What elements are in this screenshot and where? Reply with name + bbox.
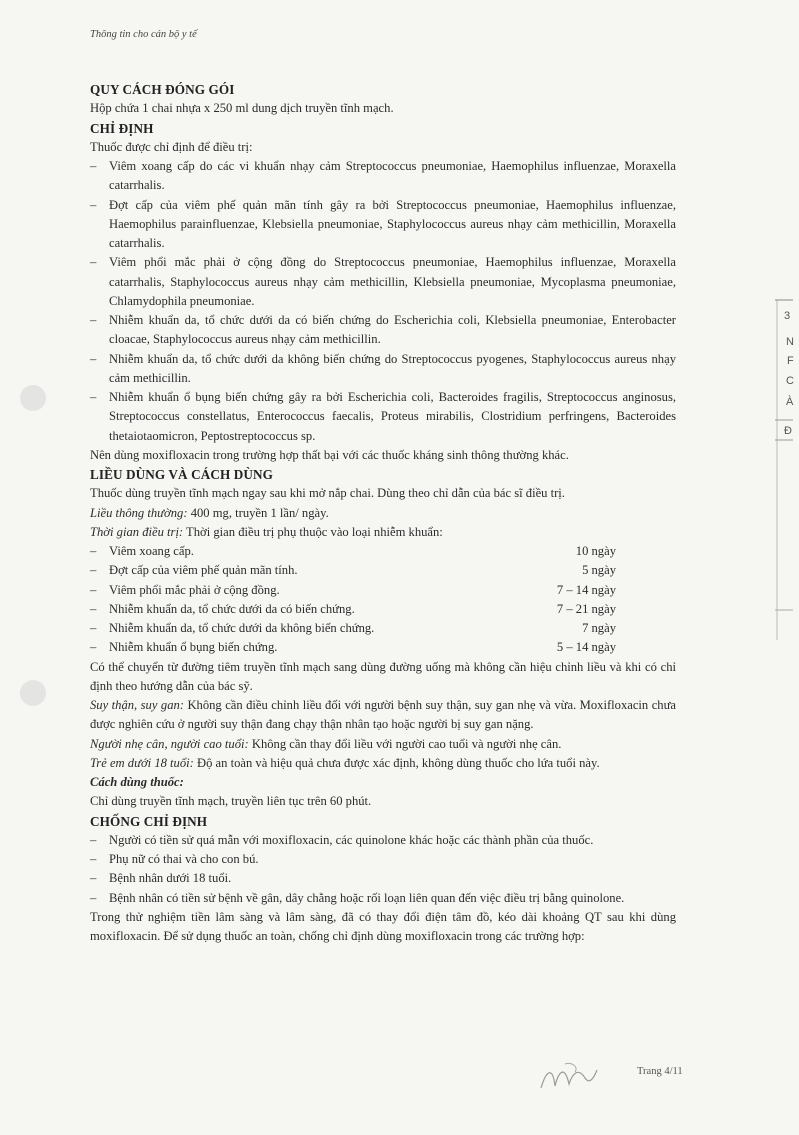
- punch-hole: [20, 680, 46, 706]
- margin-mark: F: [787, 355, 794, 367]
- list-item: – Bệnh nhân dưới 18 tuổi.: [90, 869, 676, 888]
- duration-row: – Viêm phổi mắc phải ở cộng đồng. 7 – 14 ngày: [90, 582, 616, 597]
- indication-item: Đợt cấp của viêm phế quản mãn tính gây ra bởi Streptococcus pneumoniae, Haemophilus influenzae, Haemophilus parainfluenzae, Klebsiella pneumoniae, Staphylococcus aureus nhạy cảm methicillin, Moraxella catarrhalis.: [109, 197, 676, 250]
- dosage-intro: Thuốc dùng truyền tĩnh mạch ngay sau khi mở nắp chai. Dùng theo chỉ dẫn của bác sĩ điều trị.: [90, 486, 565, 501]
- list-item: – Nhiễm khuẩn da, tổ chức dưới da không biến chứng do Streptococcus pyogenes, Staphylococcus aureus nhạy cảm methicillin.: [90, 350, 676, 389]
- document-body: [90, 80, 676, 946]
- renal-line: Suy thận, suy gan: Không cần điều chỉnh liều đối với người bệnh suy thận, suy gan nhẹ và vừa. Moxifloxacin chưa được nghiên cứu ở người suy thận đang chạy thận nhân tạo hoặc người bị suy gan nặng.: [90, 698, 676, 732]
- margin-mark: À: [786, 396, 794, 408]
- edge-marks-graphic: [771, 0, 799, 1130]
- indications-note: Nên dùng moxifloxacin trong trường hợp thất bại với các thuốc kháng sinh thông thường khác.: [90, 447, 569, 462]
- list-item: – Bệnh nhân có tiền sử bệnh về gân, dây chằng hoặc rối loạn liên quan đến việc điều trị bằng quinolone.: [90, 889, 676, 908]
- duration-row: – Nhiễm khuẩn ổ bụng biến chứng. 5 – 14 ngày: [90, 640, 616, 655]
- section-title-contraindications: CHỐNG CHỈ ĐỊNH: [90, 813, 208, 829]
- indication-item: Nhiễm khuẩn da, tổ chức dưới da không biến chứng do Streptococcus pyogenes, Staphylococcus aureus nhạy cảm methicillin.: [109, 351, 676, 385]
- punch-hole: [20, 385, 46, 411]
- duration-row: – Viêm xoang cấp. 10 ngày: [90, 544, 616, 558]
- indication-item: Nhiễm khuẩn da, tổ chức dưới da có biến chứng do Escherichia coli, Klebsiella pneumoniae, Enterobacter cloacae, Staphylococcus aureus nhạy cảm methicillin.: [109, 313, 676, 347]
- list-item: – Nhiễm khuẩn da, tổ chức dưới da có biến chứng do Escherichia coli, Klebsiella pneumoniae, Enterobacter cloacae, Staphylococcus aureus nhạy cảm methicillin.: [90, 311, 676, 350]
- elderly-line: Người nhẹ cân, người cao tuổi: Không cần thay đổi liều với người cao tuổi và người nhẹ cân.: [90, 736, 562, 751]
- list-item: – Phụ nữ có thai và cho con bú.: [90, 850, 676, 869]
- duration-line: Thời gian điều trị: Thời gian điều trị phụ thuộc vào loại nhiễm khuẩn:: [90, 524, 443, 539]
- list-item: – Đợt cấp của viêm phế quản mãn tính gây ra bởi Streptococcus pneumoniae, Haemophilus influenzae, Haemophilus parainfluenzae, Klebsiella pneumoniae, Staphylococcus aureus nhạy cảm methicillin, Moraxella catarrhalis.: [90, 196, 676, 254]
- page-header: Thông tin cho cán bộ y tế: [90, 29, 197, 40]
- duration-row: – Nhiễm khuẩn da, tổ chức dưới da có biến chứng. 7 – 21 ngày: [90, 601, 616, 616]
- section-title-indications: CHỈ ĐỊNH: [90, 120, 154, 136]
- contraindications-note: Trong thử nghiệm tiền lâm sàng và lâm sàng, đã có thay đổi điện tâm đồ, kéo dài khoảng QT sau khi dùng moxifloxacin. Để sử dụng thuốc an toàn, chống chỉ định dùng moxifloxacin trong các trường hợp:: [90, 909, 676, 943]
- list-item: – Viêm phổi mắc phải ở cộng đồng do Streptococcus pneumoniae, Haemophilus influenzae, Moraxella catarrhalis, Staphylococcus aureus nhạy cảm methicillin, Klebsiella pneumoniae, Mycoplasma pneumoniae, Chlamydophila pneumoniae.: [90, 253, 676, 311]
- margin-mark: C: [786, 375, 794, 387]
- usage-text: Chỉ dùng truyền tĩnh mạch, truyền liên tục trên 60 phút.: [90, 794, 372, 809]
- contraindication-item: Người có tiền sử quá mẫn với moxifloxacin, các quinolone khác hoặc các thành phần của thuốc.: [109, 832, 594, 847]
- contraindication-item: Phụ nữ có thai và cho con bú.: [109, 852, 259, 866]
- child-line: Trẻ em dưới 18 tuổi: Độ an toàn và hiệu quả chưa được xác định, không dùng thuốc cho lứa tuổi này.: [90, 755, 600, 770]
- indication-item: Viêm phổi mắc phải ở cộng đồng do Streptococcus pneumoniae, Haemophilus influenzae, Moraxella catarrhalis, Staphylococcus aureus nhạy cảm methicillin, Klebsiella pneumoniae, Mycoplasma pneumoniae, Chlamydophila pneumoniae.: [109, 255, 676, 308]
- indications-intro: Thuốc được chỉ định để điều trị:: [90, 139, 253, 154]
- margin-mark: 3: [784, 310, 791, 322]
- usage-label: Cách dùng thuốc:: [90, 775, 184, 789]
- indication-item: Nhiễm khuẩn ổ bụng biến chứng gây ra bởi Escherichia coli, Bacteroides fragilis, Streptococcus anginosus, Streptococcus constellatus, Enterococcus faecalis, Proteus mirabilis, Clostridium perfringens, Bacteroides thetaiotaomicron, Peptostreptococcus sp.: [109, 390, 676, 443]
- dose-line: Liều thông thường: 400 mg, truyền 1 lần/ ngày.: [90, 505, 329, 520]
- list-item: – Nhiễm khuẩn ổ bụng biến chứng gây ra bởi Escherichia coli, Bacteroides fragilis, Streptococcus anginosus, Streptococcus constellatus, Enterococcus faecalis, Proteus mirabilis, Clostridium perfringens, Bacteroides thetaiotaomicron, Peptostreptococcus sp.: [90, 388, 676, 446]
- page-number: Trang 4/11: [637, 1066, 683, 1077]
- section-title-dosage: LIỀU DÙNG VÀ CÁCH DÙNG: [90, 467, 273, 482]
- contraindication-item: Bệnh nhân có tiền sử bệnh về gân, dây chằng hoặc rối loạn liên quan đến việc điều trị bằng quinolone.: [109, 890, 625, 905]
- handwritten-initials: [535, 1058, 615, 1098]
- contraindication-item: Bệnh nhân dưới 18 tuổi.: [109, 871, 232, 886]
- indication-item: Viêm xoang cấp do các vi khuẩn nhạy cảm Streptococcus pneumoniae, Haemophilus influenzae, Moraxella catarrhalis.: [109, 159, 676, 193]
- list-item: – Người có tiền sử quá mẫn với moxifloxacin, các quinolone khác hoặc các thành phần của thuốc.: [90, 831, 676, 850]
- margin-mark: Đ: [784, 425, 792, 437]
- section-title-packaging: QUY CÁCH ĐÓNG GÓI: [90, 82, 235, 97]
- packaging-text: Hộp chứa 1 chai nhựa x 250 ml dung dịch truyền tĩnh mạch.: [90, 101, 394, 116]
- duration-row: – Đợt cấp của viêm phế quản mãn tính. 5 ngày: [90, 563, 616, 578]
- list-item: – Viêm xoang cấp do các vi khuẩn nhạy cảm Streptococcus pneumoniae, Haemophilus influenzae, Moraxella catarrhalis.: [90, 157, 676, 196]
- duration-row: – Nhiễm khuẩn da, tổ chức dưới da không biến chứng. 7 ngày: [90, 621, 616, 635]
- page-edge-strip: [771, 0, 799, 1130]
- margin-mark: N: [786, 336, 794, 348]
- switch-text: Có thể chuyển từ đường tiêm truyền tĩnh mạch sang dùng đường uống mà không cần hiệu chỉnh liều và khi có chỉ định theo hướng dẫn của bác sỹ.: [90, 659, 676, 693]
